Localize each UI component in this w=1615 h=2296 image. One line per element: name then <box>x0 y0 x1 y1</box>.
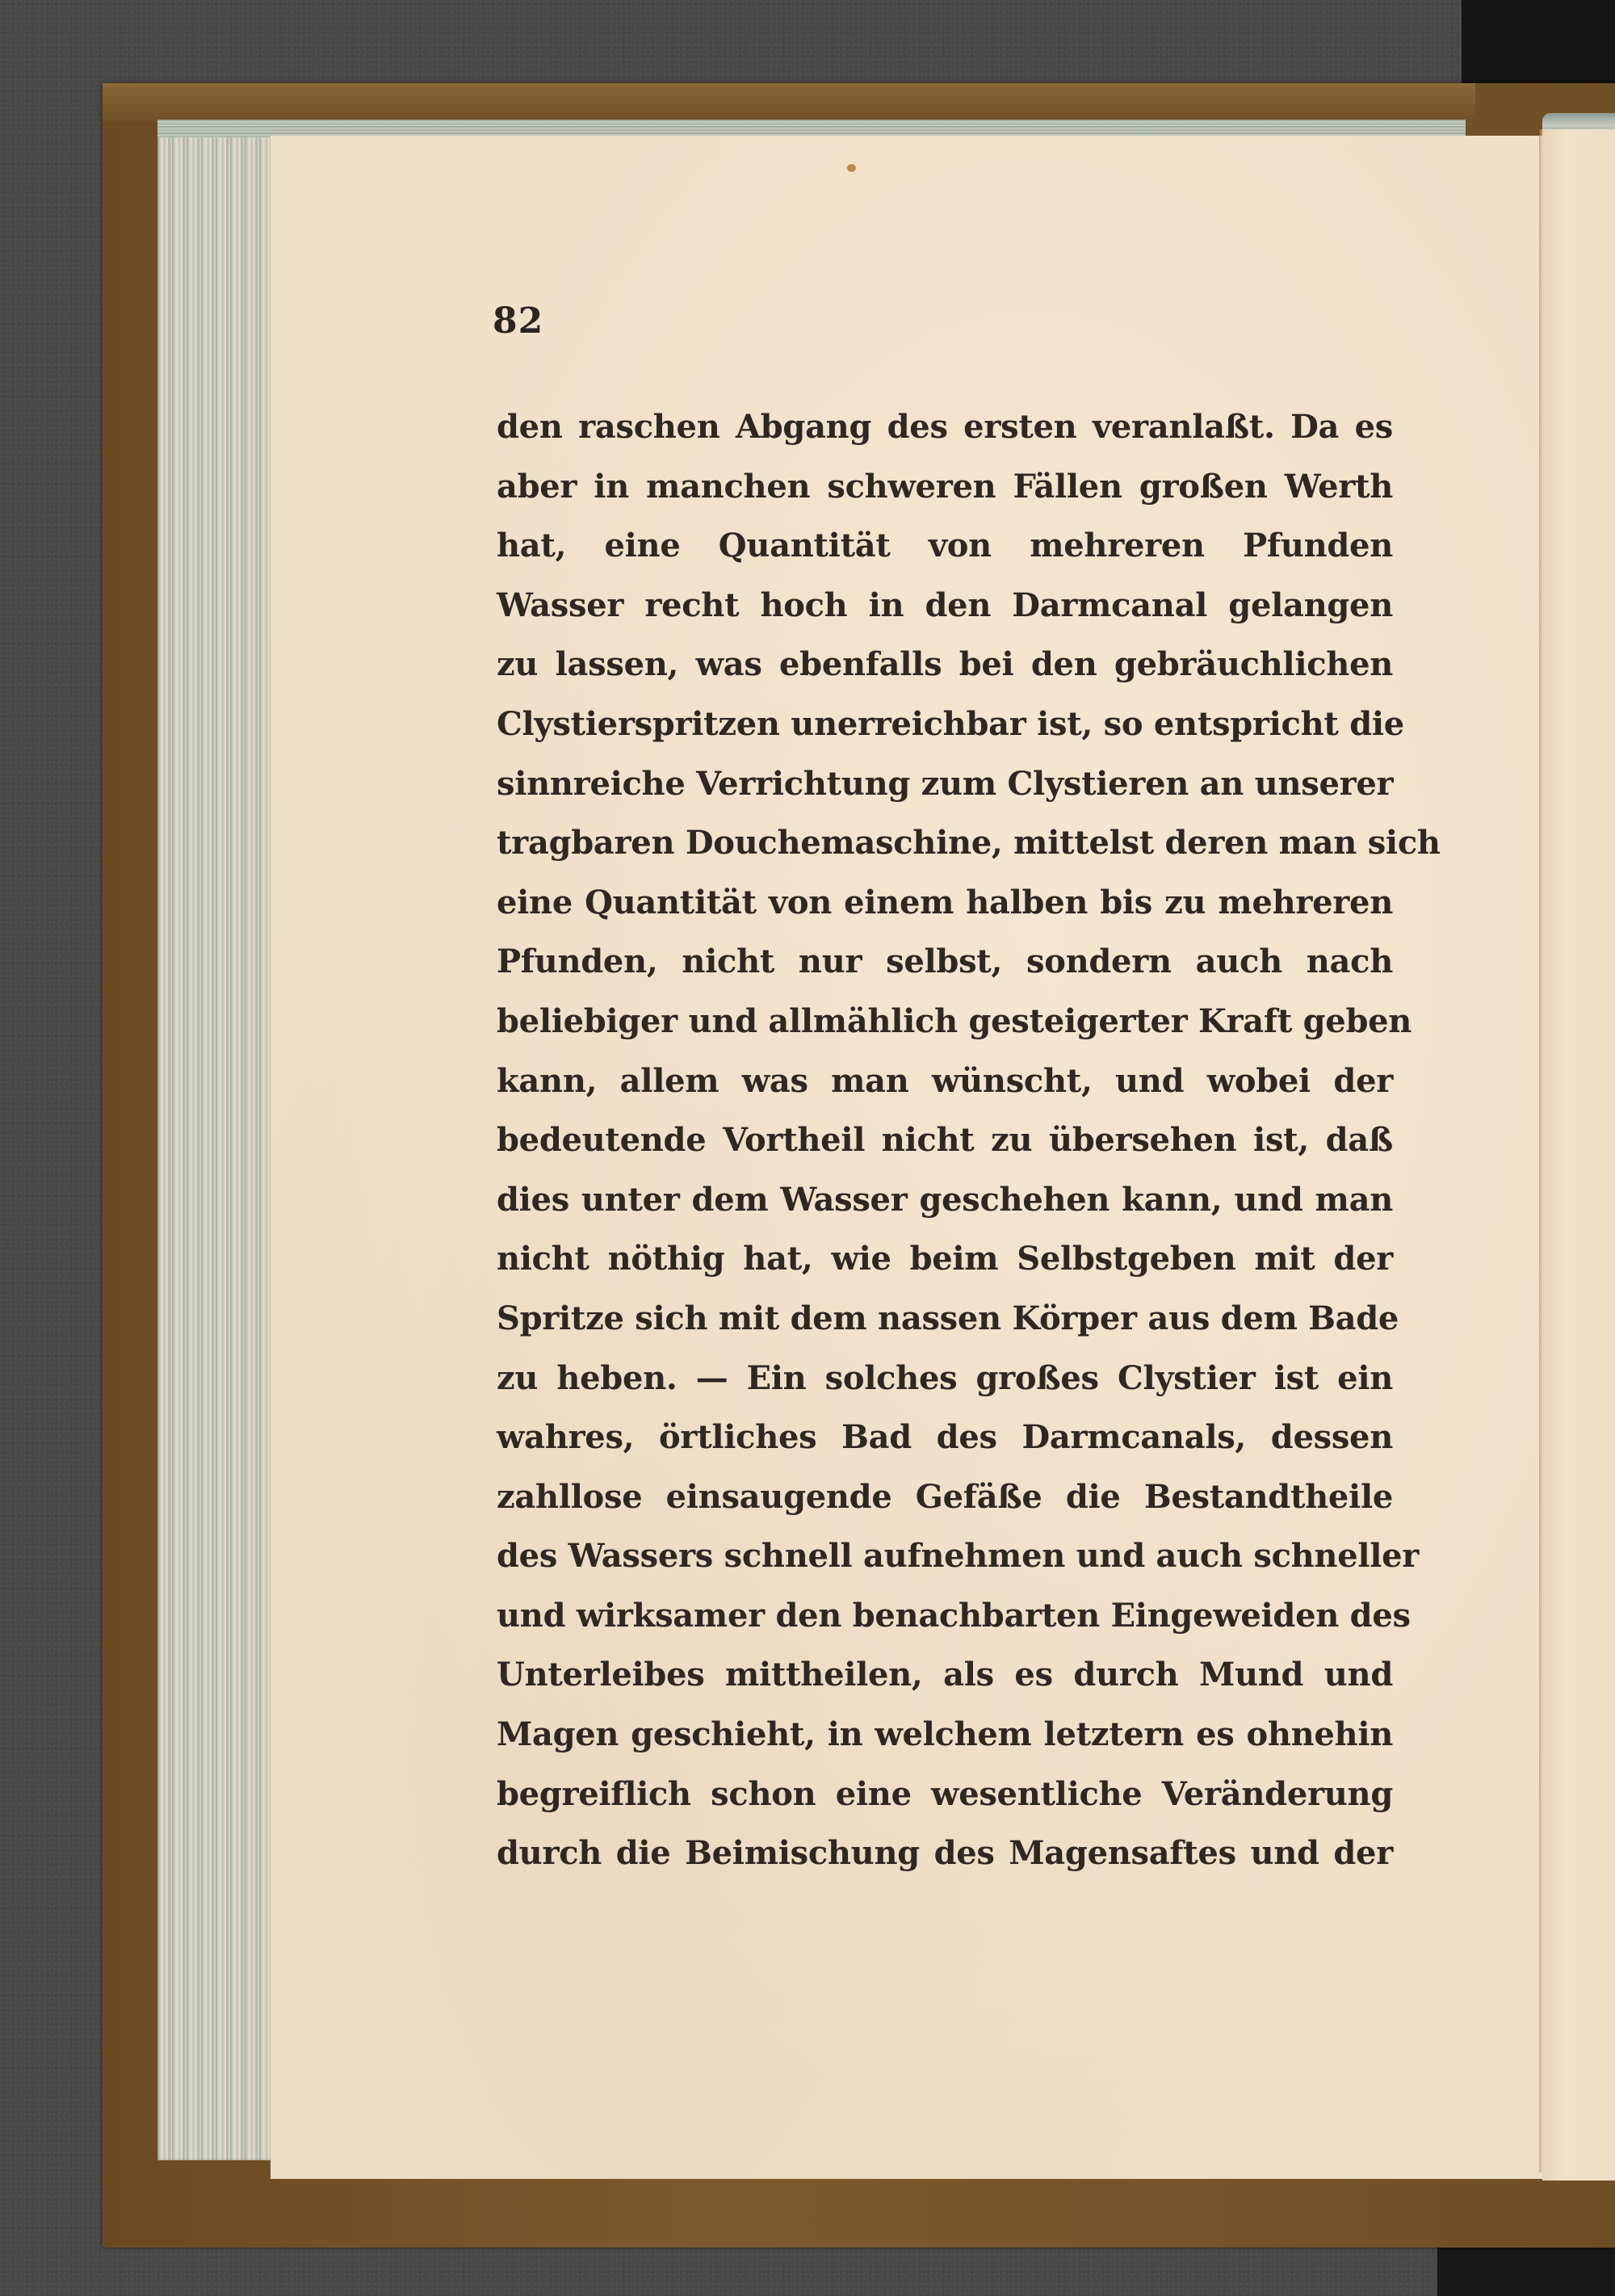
text-line: den raschen Abgang des ersten veranlaßt. Da es <box>497 408 1393 446</box>
page-number: 82 <box>493 300 544 342</box>
page-edges-stack <box>157 121 279 2160</box>
text-line: zu lassen, was ebenfalls bei den gebräuchlichen <box>497 645 1393 684</box>
text-line: des Wassers schnell aufnehmen und auch schneller <box>497 1537 1420 1576</box>
body-text <box>497 397 1441 1883</box>
text-line: zu heben. — Ein solches großes Clystier ist ein <box>497 1358 1393 1397</box>
text-line: Clystierspritzen unerreichbar ist, so entspricht die <box>497 704 1404 743</box>
text-line: Magen geschieht, in welchem letztern es ohnehin <box>497 1715 1393 1754</box>
facing-page <box>1542 129 1615 2181</box>
text-line: eine Quantität von einem halben bis zu mehreren <box>497 883 1393 921</box>
text-line: beliebiger und allmählich gesteigerter Kraft geben <box>497 1001 1412 1040</box>
text-line: Unterleibes mittheilen, als es durch Mund und <box>497 1656 1393 1694</box>
text-line: begreiflich schon eine wesentliche Veränderung <box>497 1774 1393 1813</box>
text-line: durch die Beimischung des Magensaftes und der <box>497 1834 1393 1873</box>
text-line: zahllose einsaugende Gefäße die Bestandtheile <box>497 1477 1393 1516</box>
book-cover-top-edge <box>103 83 1475 122</box>
text-line: dies unter dem Wasser geschehen kann, und man <box>497 1180 1393 1219</box>
text-line: Spritze sich mit dem nassen Körper aus dem Bade <box>497 1299 1399 1337</box>
text-line: aber in manchen schweren Fällen großen Werth <box>497 467 1393 506</box>
text-line: sinnreiche Verrichtung zum Clystieren an unserer <box>497 764 1394 803</box>
text-line: und wirksamer den benachbarten Eingeweiden des <box>497 1596 1411 1635</box>
text-line: Wasser recht hoch in den Darmcanal gelangen <box>497 586 1393 624</box>
text-line: hat, eine Quantität von mehreren Pfunden <box>497 527 1393 565</box>
text-line: kann, allem was man wünscht, und wobei der <box>497 1061 1393 1100</box>
page-edges-top <box>157 120 1466 137</box>
spine-fold <box>1539 129 1542 2172</box>
text-line: wahres, örtliches Bad des Darmcanals, dessen <box>497 1418 1393 1457</box>
text-line: bedeutende Vortheil nicht zu übersehen ist, daß <box>497 1121 1393 1160</box>
text-line: nicht nöthig hat, wie beim Selbstgeben mit der <box>497 1240 1393 1278</box>
paper-stain <box>847 164 856 172</box>
text-line: tragbaren Douchemaschine, mittelst deren man sich <box>497 824 1441 863</box>
text-line: Pfunden, nicht nur selbst, sondern auch nach <box>497 942 1393 981</box>
